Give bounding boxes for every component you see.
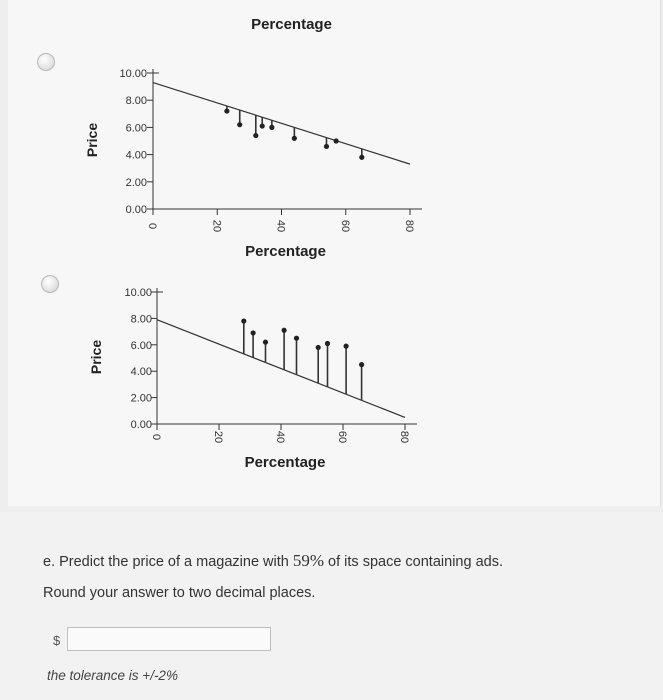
data-point	[282, 328, 287, 333]
chart-2	[88, 287, 417, 471]
data-point	[263, 340, 268, 345]
question-percent: 59%	[292, 551, 325, 570]
rounding-instruction: Round your answer to two decimal places.	[43, 585, 316, 601]
data-point	[269, 125, 274, 130]
chart-title: Percentage	[251, 16, 332, 33]
question-text	[43, 551, 503, 571]
x-tick-label: 60	[336, 430, 348, 444]
data-point	[316, 345, 321, 350]
x-tick-label: 20	[212, 430, 224, 444]
currency-symbol: $	[53, 633, 61, 648]
x-tick-label: 40	[274, 430, 286, 444]
chart-1	[84, 16, 422, 260]
data-point	[325, 341, 330, 346]
data-point	[359, 155, 364, 160]
data-point	[294, 336, 299, 341]
y-tick-label: 6.00	[130, 339, 152, 352]
data-point	[292, 136, 297, 141]
data-point	[260, 123, 265, 128]
y-tick-label: 4.00	[125, 149, 147, 162]
x-tick-label: 60	[338, 219, 351, 233]
regression-line	[157, 320, 405, 418]
data-point	[224, 108, 229, 113]
data-point	[251, 330, 256, 335]
y-tick-label: 2.00	[125, 176, 147, 189]
y-tick-label: 10.00	[124, 287, 152, 299]
y-tick-label: 8.00	[125, 95, 147, 108]
x-tick-label: 80	[398, 430, 410, 444]
x-tick-label: 0	[146, 222, 158, 230]
y-tick-label: 4.00	[130, 366, 152, 379]
y-tick-label: 2.00	[130, 392, 152, 405]
y-tick-label: 0.00	[130, 419, 152, 431]
data-point	[237, 122, 242, 127]
data-point	[324, 144, 329, 149]
data-point	[344, 344, 349, 349]
data-point	[359, 362, 364, 367]
x-tick-label: 20	[210, 219, 223, 233]
y-axis-label: Price	[88, 339, 104, 375]
y-tick-label: 10.00	[119, 68, 147, 80]
y-tick-label: 6.00	[125, 122, 147, 135]
data-point	[241, 318, 246, 323]
y-axis-label: Price	[84, 122, 100, 158]
regression-line	[153, 83, 410, 165]
x-tick-label: 80	[403, 219, 415, 233]
x-axis-label: Percentage	[244, 454, 326, 471]
x-tick-label: 0	[150, 433, 162, 441]
y-tick-label: 0.00	[125, 204, 147, 216]
data-point	[253, 133, 258, 138]
tolerance-note: the tolerance is +/-2%	[47, 668, 178, 683]
y-tick-label: 8.00	[130, 313, 152, 326]
price-answer-input[interactable]	[67, 627, 271, 651]
data-point	[334, 138, 339, 143]
question-prefix: e. Predict the price of a magazine with	[43, 554, 293, 570]
question-suffix: of its space containing ads.	[324, 554, 503, 570]
x-axis-label: Percentage	[245, 243, 326, 260]
x-tick-label: 40	[274, 219, 287, 233]
